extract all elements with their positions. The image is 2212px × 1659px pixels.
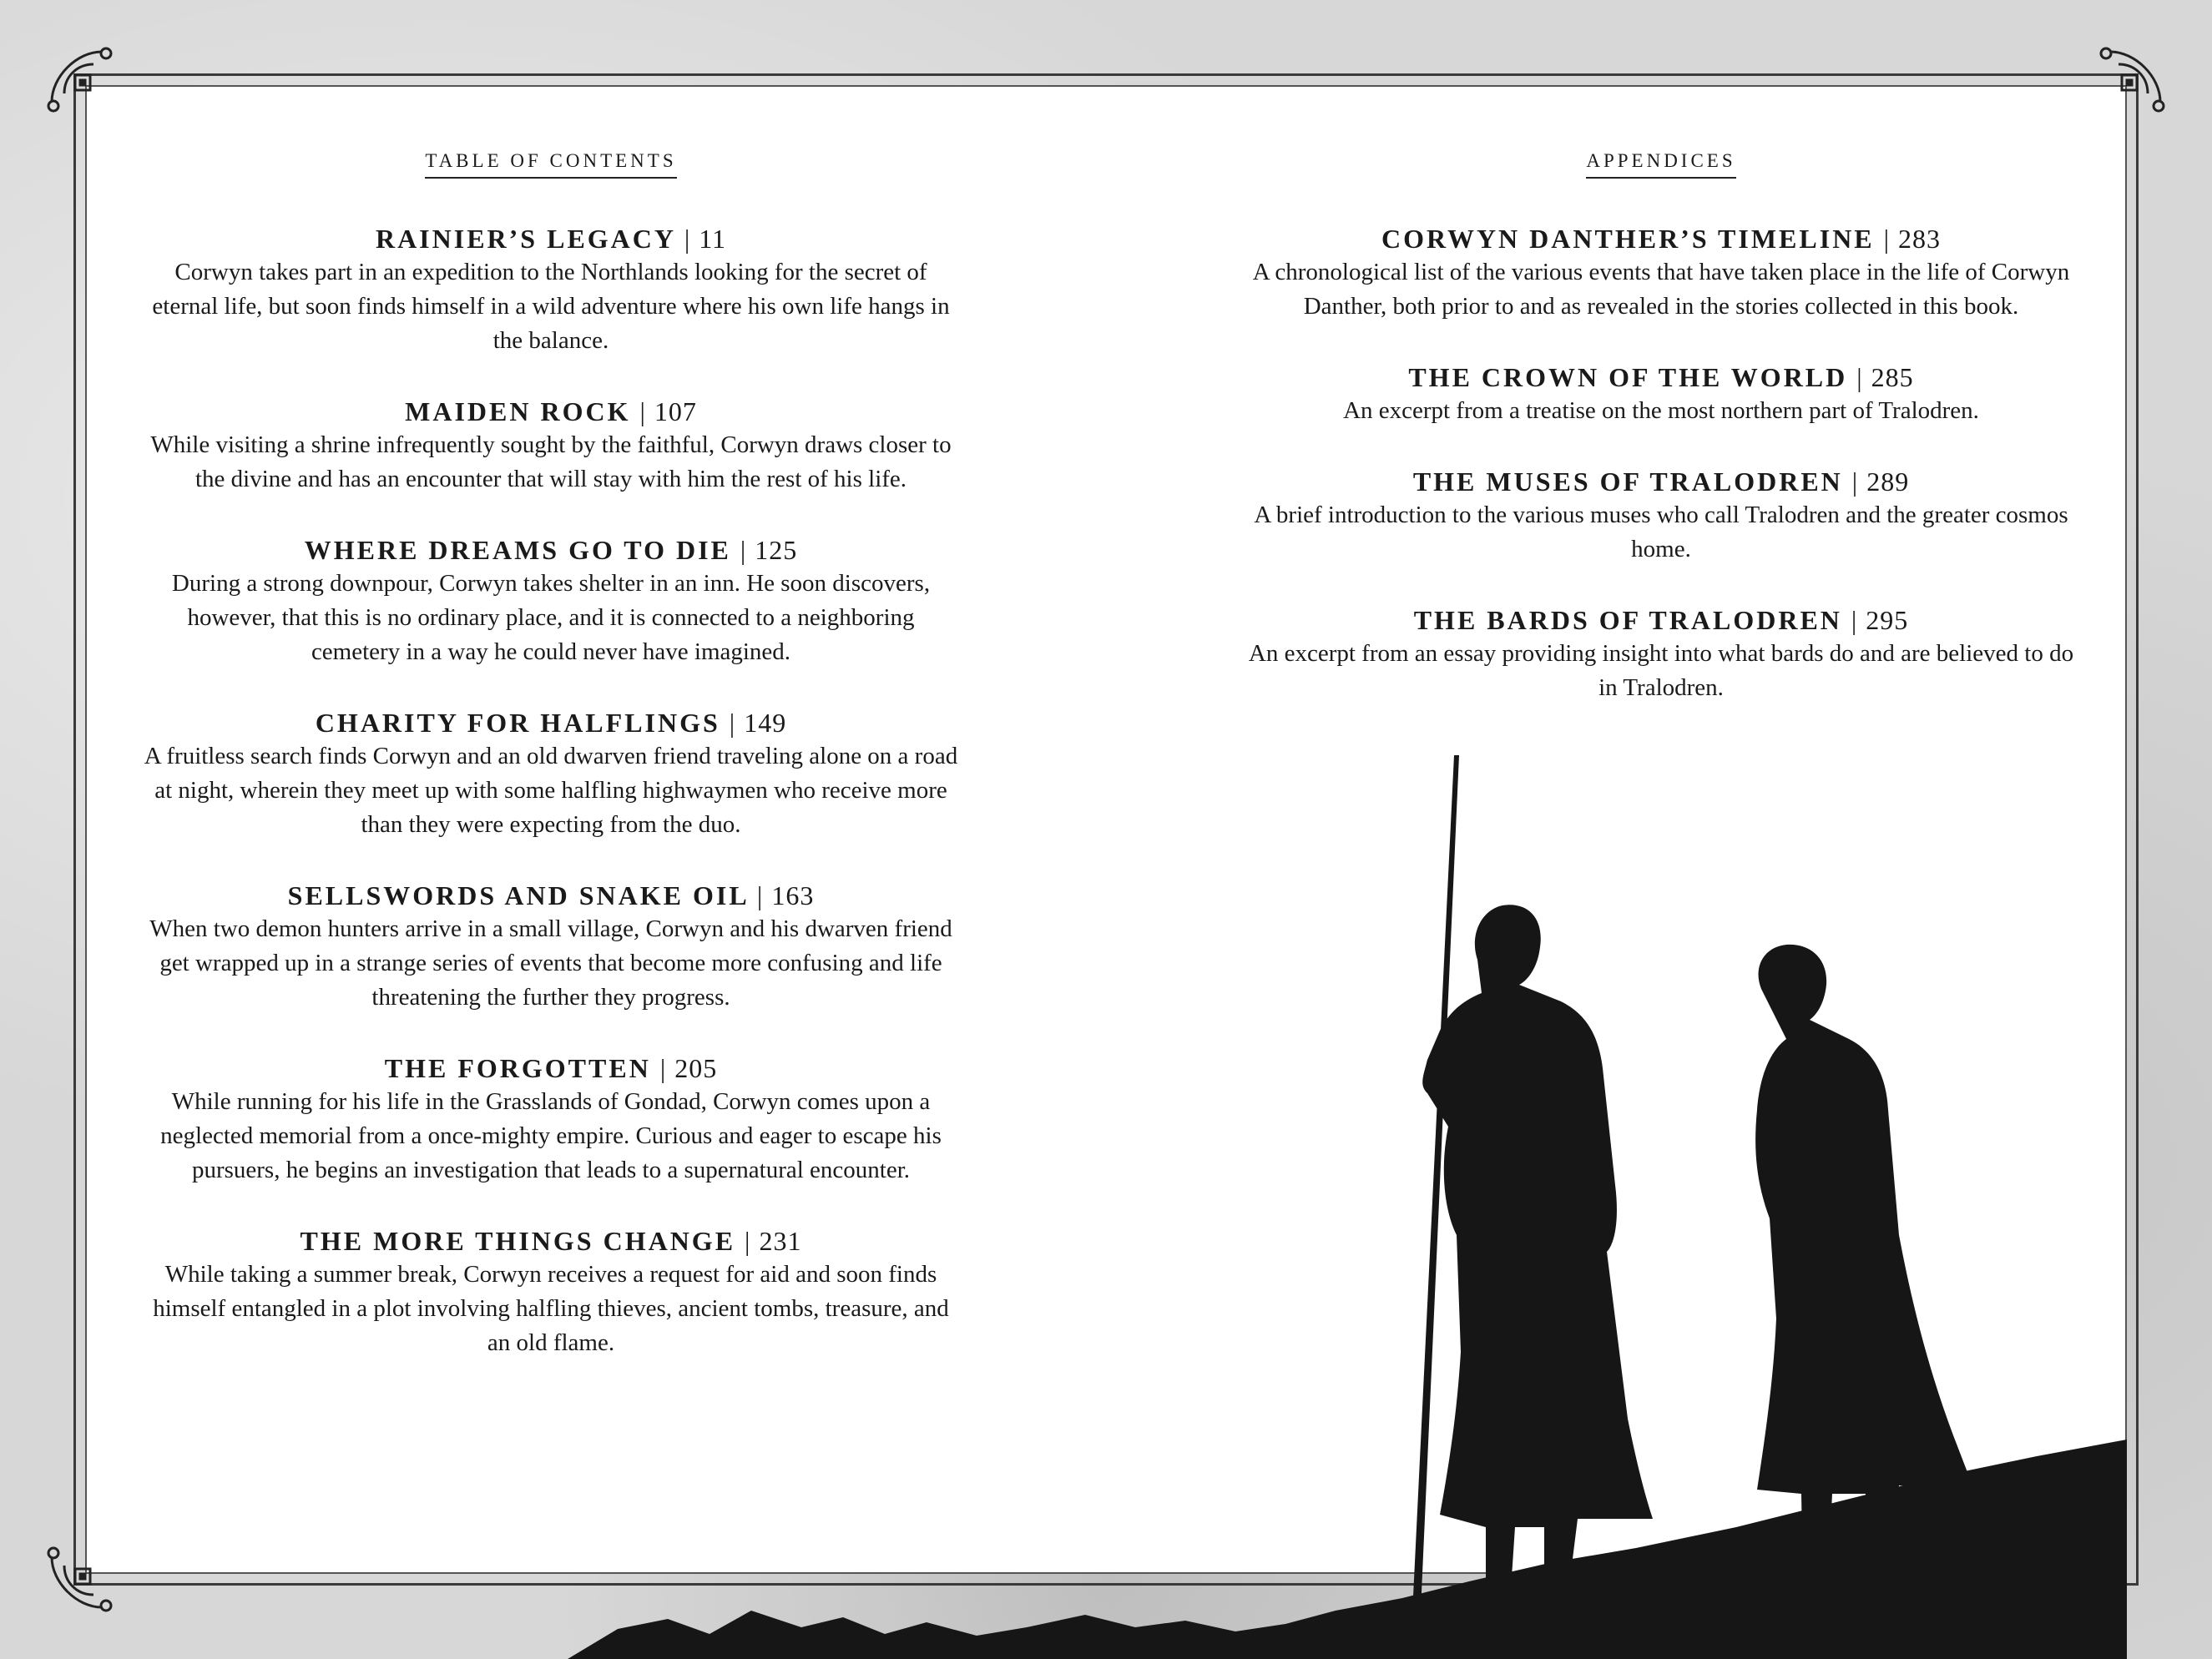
entry-description: An excerpt from a treatise on the most northern part of Tralodren. [1343, 397, 1979, 424]
entry-separator: | [684, 224, 690, 254]
entry-title: THE CROWN OF THE WORLD [1408, 362, 1848, 392]
entry-separator: | [745, 1226, 750, 1256]
entry-description: A brief introduction to the various muses who call Tralodren and the greater cosmos home. [1254, 502, 2068, 562]
two-travelers-silhouette [543, 0, 2129, 1659]
entry-page-number: 285 [1871, 362, 1914, 392]
entry-page-number: 163 [771, 880, 815, 910]
entry-title: SELLSWORDS AND SNAKE OIL [287, 880, 748, 910]
entry-separator: | [1851, 466, 1858, 497]
entry-separator: | [1883, 224, 1890, 254]
entry-separator: | [1851, 605, 1857, 635]
entry-description: While running for his life in the Grasslands of Gondad, Corwyn comes upon a neglected memorial from a once-mighty empire. Curious and eager to escape his pursuers, he begins an investigation that leads to a supernatural encounter. [160, 1088, 942, 1183]
entry-title: RAINIER’S LEGACY [375, 224, 675, 254]
entry-title: WHERE DREAMS GO TO DIE [304, 535, 731, 565]
entry-title: CORWYN DANTHER’S TIMELINE [1381, 224, 1875, 254]
entry-page-number: 295 [1866, 605, 1909, 635]
toc-header: TABLE OF CONTENTS [425, 150, 676, 179]
entry-separator: | [639, 396, 645, 426]
entry-description: When two demon hunters arrive in a small village, Corwyn and his dwarven friend get wrapped up in a strange series of events that become more confusing and life threatening the further they progress. [149, 915, 952, 1011]
entry-title: THE FORGOTTEN [384, 1053, 651, 1083]
entry-separator: | [729, 708, 735, 738]
entry-description: A chronological list of the various events that have taken place in the life of Corwyn Danther, both prior to and as revealed in the stories collected in this book. [1252, 259, 2070, 320]
entry-separator: | [1856, 362, 1862, 392]
entry-page-number: 231 [759, 1226, 802, 1256]
entry-page-number: 107 [654, 396, 697, 426]
entry-description: A fruitless search finds Corwyn and an old dwarven friend traveling alone on a road at night, wherein they meet up with some halfling highwaymen who receive more than they were expecting from the duo. [144, 743, 958, 838]
entry-title: THE BARDS OF TRALODREN [1413, 605, 1842, 635]
entry-page-number: 289 [1866, 466, 1910, 497]
entry-description: While taking a summer break, Corwyn receives a request for aid and soon finds himself entangled in a plot involving halfling thieves, ancient tombs, treasure, and an old flame. [153, 1261, 949, 1356]
entry-title: THE MUSES OF TRALODREN [1412, 466, 1843, 497]
entry-description: Corwyn takes part in an expedition to the Northlands looking for the secret of eternal life, but soon finds himself in a wild adventure where his own life hangs in the balance. [152, 259, 950, 354]
entry-title: THE MORE THINGS CHANGE [300, 1226, 736, 1256]
entry-description: During a strong downpour, Corwyn takes shelter in an inn. He soon discovers, however, that this is no ordinary place, and it is connected to a neighboring cemetery in a way he could never have imagined. [171, 570, 931, 665]
entry-title: MAIDEN ROCK [405, 396, 631, 426]
appendices-header: APPENDICES [1586, 150, 1735, 179]
entry-description: While visiting a shrine infrequently sought by the faithful, Corwyn draws closer to the divine and has an encounter that will stay with him the rest of his life. [150, 431, 952, 492]
entry-page-number: 149 [744, 708, 787, 738]
entry-separator: | [659, 1053, 666, 1083]
entry-separator: | [756, 880, 763, 910]
entry-description: An excerpt from an essay providing insight into what bards do and are believed to do in Tralodren. [1248, 640, 2074, 701]
entry-page-number: 283 [1898, 224, 1942, 254]
entry-page-number: 125 [755, 535, 798, 565]
entry-separator: | [740, 535, 746, 565]
entry-page-number: 205 [674, 1053, 718, 1083]
entry-page-number: 11 [699, 224, 727, 254]
entry-title: CHARITY FOR HALFLINGS [315, 708, 720, 738]
